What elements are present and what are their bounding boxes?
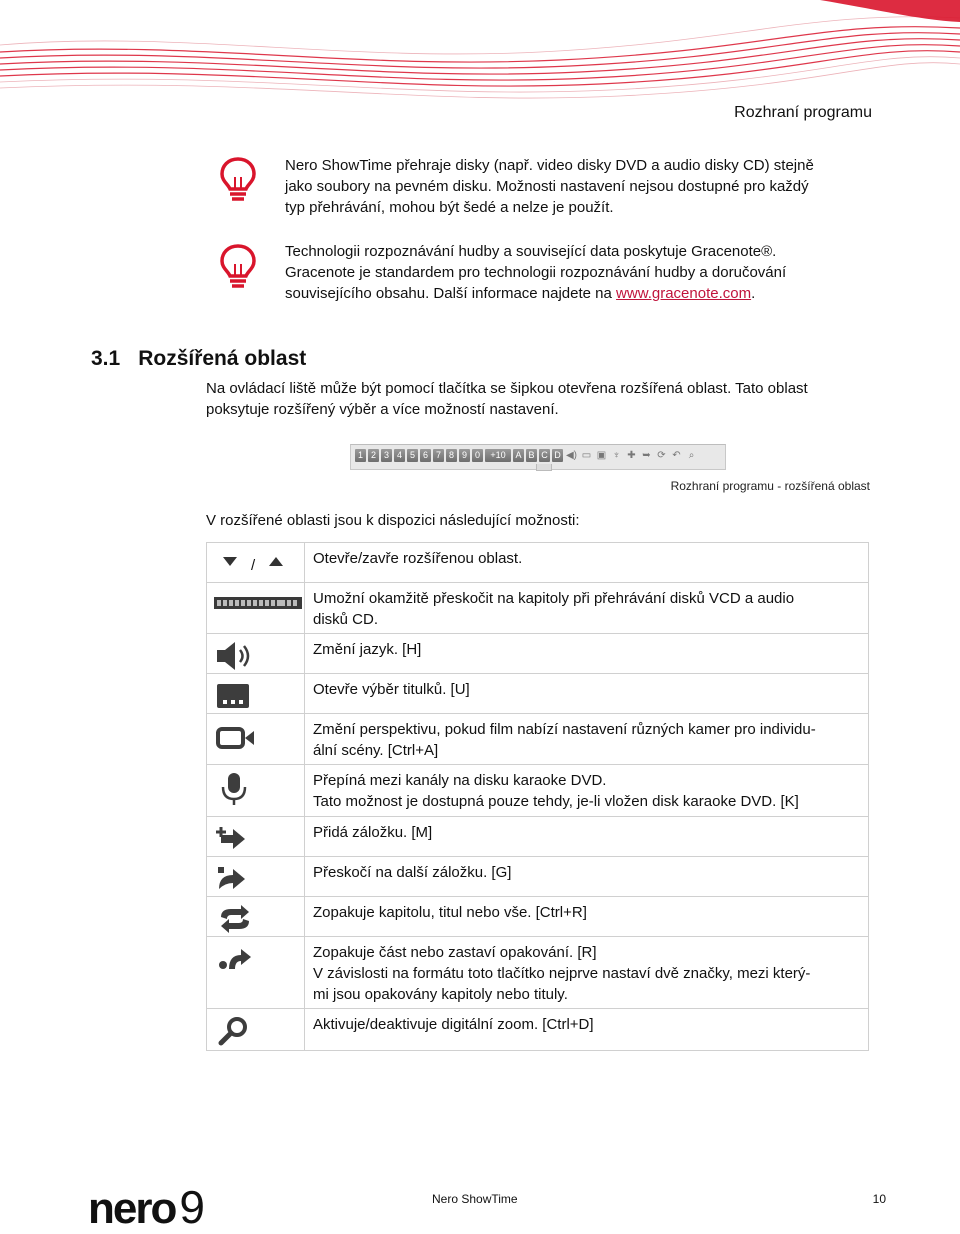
chapter-button[interactable]: +10 [485, 449, 511, 462]
option-line: Tato možnost je dostupná pouze tehdy, je-li vložen disk karaoke DVD. [K] [313, 793, 799, 810]
chapter-button[interactable]: 4 [394, 449, 405, 462]
option-text [305, 583, 869, 634]
ab-repeat-icon [215, 943, 255, 975]
chapter-button[interactable]: 9 [459, 449, 470, 462]
tip-gracenote [285, 241, 885, 304]
chapter-button[interactable]: A [513, 449, 524, 462]
page-header-title: Rozhraní programu [734, 104, 872, 121]
add-bookmark-icon [215, 823, 255, 855]
table-row [207, 765, 869, 817]
table-row [207, 634, 869, 674]
section-intro [206, 378, 876, 420]
option-line: Umožní okamžitě přeskočit na kapitoly při přehrávání disků VCD a audio [313, 590, 795, 607]
tip-showtime [285, 155, 885, 218]
section-title: Rozšířená oblast [138, 347, 307, 370]
next-bookmark-icon[interactable]: ➥ [642, 450, 651, 461]
tip-text: . [751, 285, 756, 302]
repeat-icon[interactable]: ⟳ [657, 450, 666, 461]
separator-slash: / [251, 557, 256, 574]
option-line: Zopakuje část nebo zastaví opakování. [R] [313, 944, 597, 961]
option-line: Změní jazyk. [H] [313, 641, 422, 658]
next-bookmark-icon [215, 863, 255, 895]
option-text [305, 674, 869, 714]
chapter-button[interactable]: 2 [368, 449, 379, 462]
available-options-text: V rozšířené oblasti jsou k dispozici následující možnosti: [206, 512, 580, 529]
option-text [305, 543, 869, 583]
icon-cell [207, 937, 305, 1009]
chapter-button[interactable]: 5 [407, 449, 418, 462]
option-line: Zopakuje kapitolu, titul nebo vše. [Ctrl+R] [313, 904, 587, 921]
option-line: Přidá záložku. [M] [313, 824, 433, 841]
tip-line: typ přehrávání, mohou být šedé a nelze je použít. [285, 199, 614, 216]
table-row [207, 674, 869, 714]
tip-line [285, 283, 885, 304]
icon-cell [207, 583, 305, 634]
intro-line: poksytuje rozšířený výběr a více možností nastavení. [206, 401, 559, 418]
add-bookmark-icon[interactable]: ✚ [627, 450, 636, 461]
logo-number: 9 [179, 1181, 205, 1233]
option-text [305, 1009, 869, 1051]
icon-cell [207, 817, 305, 857]
chapter-button[interactable]: 6 [420, 449, 431, 462]
tip-line: Gracenote je standardem pro technologii rozpoznávání hudby a doručování [285, 264, 787, 281]
option-text [305, 897, 869, 937]
option-text [305, 937, 869, 1009]
option-line: Otevře výběr titulků. [U] [313, 681, 470, 698]
zoom-icon [215, 1015, 255, 1047]
logo-text: nero [88, 1184, 176, 1233]
lightbulb-icon [218, 155, 258, 205]
icon-cell [207, 634, 305, 674]
table-row [207, 543, 869, 583]
section-number: 3.1 [91, 347, 121, 370]
tip-line: Nero ShowTime přehraje disky (např. video disky DVD a audio disky CD) stejně [285, 157, 814, 174]
option-text [305, 714, 869, 765]
chapter-button[interactable]: 1 [355, 449, 366, 462]
options-table [206, 542, 869, 1051]
chapter-button[interactable]: 3 [381, 449, 392, 462]
option-line: Přeskočí na další záložku. [G] [313, 864, 512, 881]
tip-line: Technologii rozpoznávání hudby a související data poskytuje Gracenote®. [285, 243, 777, 260]
header-wave-decoration [0, 0, 960, 110]
camera-icon[interactable]: ▣ [596, 450, 607, 461]
gracenote-link[interactable]: www.gracenote.com [616, 285, 752, 302]
section-heading [91, 347, 324, 371]
option-line: Otevře/zavře rozšířenou oblast. [313, 550, 523, 567]
subtitle-icon [215, 680, 255, 712]
mic-icon[interactable]: ♆ [612, 450, 621, 461]
page-number: 10 [872, 1192, 886, 1206]
option-text [305, 634, 869, 674]
chapter-button[interactable]: 8 [446, 449, 457, 462]
option-text [305, 765, 869, 817]
table-row [207, 857, 869, 897]
chapter-button[interactable]: D [552, 449, 563, 462]
option-line: Aktivuje/deaktivuje digitální zoom. [Ctrl+D] [313, 1016, 594, 1033]
camera-icon [215, 722, 255, 754]
option-line: mi jsou opakovány kapitoly nebo tituly. [313, 986, 568, 1003]
table-row [207, 937, 869, 1009]
option-line: ální scény. [Ctrl+A] [313, 742, 439, 759]
microphone-icon [215, 771, 255, 807]
option-line: disků CD. [313, 611, 379, 628]
icon-cell [207, 714, 305, 765]
icon-cell [207, 897, 305, 937]
option-text [305, 857, 869, 897]
icon-cell [207, 857, 305, 897]
speaker-icon[interactable]: ◀) [565, 450, 578, 461]
table-row [207, 897, 869, 937]
table-row [207, 714, 869, 765]
nero-logo [88, 1180, 205, 1234]
option-line: Změní perspektivu, pokud film nabízí nastavení různých kamer pro individu- [313, 721, 816, 738]
subtitle-icon[interactable]: ▭ [581, 450, 592, 461]
ab-repeat-icon[interactable]: ↶ [672, 450, 681, 461]
footer-product: Nero ShowTime [432, 1192, 518, 1206]
chapter-button[interactable]: 7 [433, 449, 444, 462]
lightbulb-icon [218, 242, 258, 292]
toolbar-buttons [355, 449, 698, 464]
icon-cell [207, 765, 305, 817]
repeat-icon [215, 903, 255, 935]
speaker-icon [215, 640, 255, 672]
zoom-icon[interactable]: ⌕ [688, 450, 695, 461]
figure-caption: Rozhraní programu - rozšířená oblast [670, 479, 870, 493]
table-row [207, 817, 869, 857]
intro-line: Na ovládací liště může být pomocí tlačítka se šipkou otevřena rozšířená oblast. Tato oblast [206, 380, 808, 397]
chapter-buttons-icon [214, 597, 302, 609]
table-row [207, 583, 869, 634]
toolbar-collapse-tab[interactable] [536, 464, 552, 471]
option-line: Přepíná mezi kanály na disku karaoke DVD. [313, 772, 607, 789]
icon-cell [207, 543, 305, 583]
chapter-button[interactable]: B [526, 449, 537, 462]
chapter-button[interactable]: C [539, 449, 550, 462]
icon-cell [207, 1009, 305, 1051]
option-text [305, 817, 869, 857]
tip-line: jako soubory na pevném disku. Možnosti nastavení nejsou dostupné pro každý [285, 178, 809, 195]
chapter-button[interactable]: 0 [472, 449, 483, 462]
icon-cell [207, 674, 305, 714]
table-row [207, 1009, 869, 1051]
tip-text: souvisejícího obsahu. Další informace najdete na [285, 285, 617, 302]
option-line: V závislosti na formátu toto tlačítko nejprve nastaví dvě značky, mezi který- [313, 965, 811, 982]
expand-collapse-arrows-icon [221, 553, 291, 577]
